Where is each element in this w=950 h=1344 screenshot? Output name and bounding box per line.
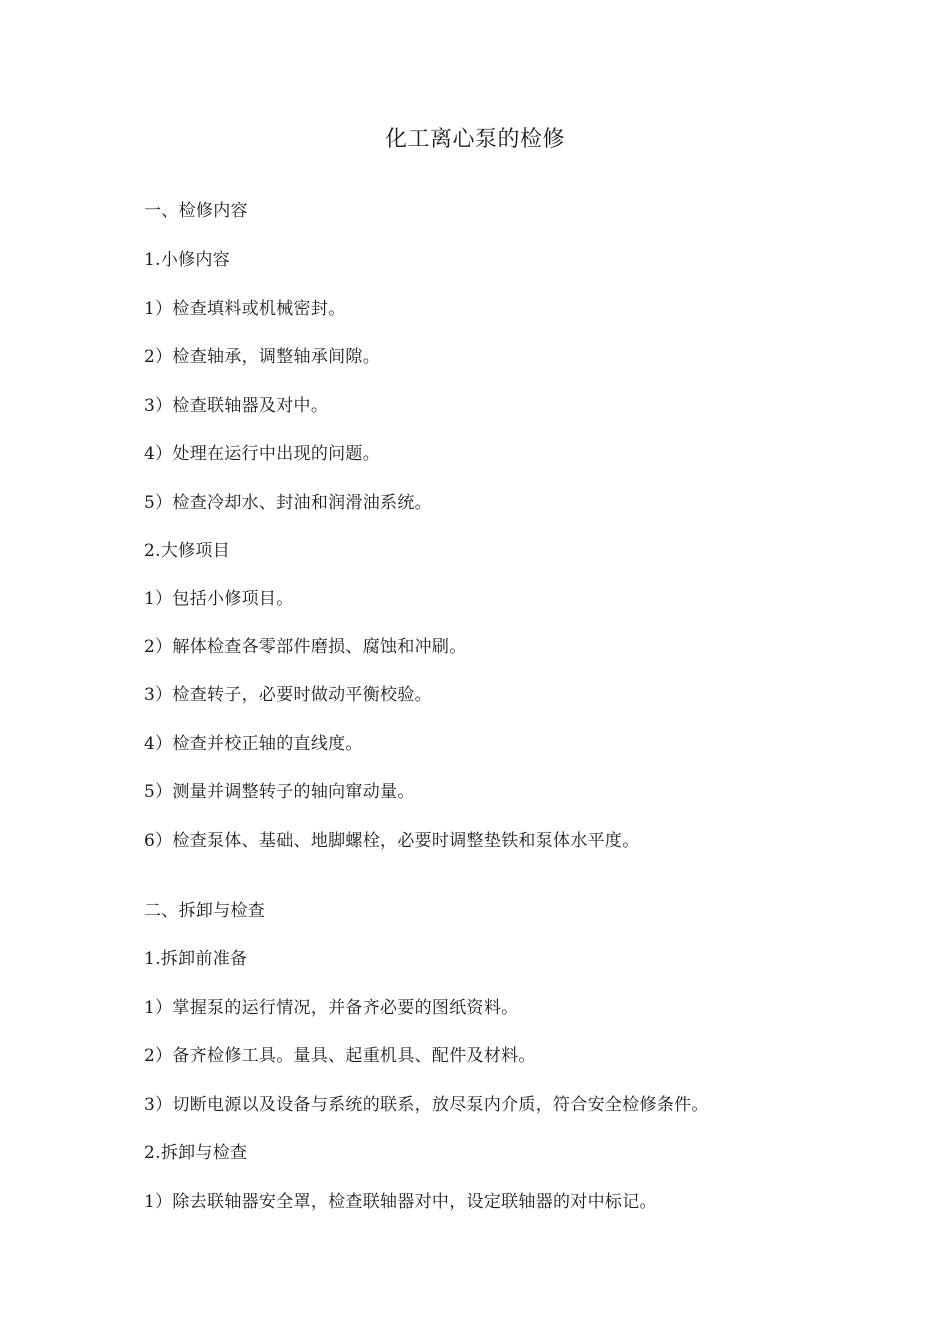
subsection-heading: 2.拆卸与检查 [144, 1143, 248, 1163]
list-item: 6）检查泵体、基础、地脚螺栓，必要时调整垫铁和泵体水平度。 [144, 831, 640, 851]
list-item: 2）备齐检修工具。量具、起重机具、配件及材料。 [144, 1046, 536, 1066]
list-item: 2）检查轴承，调整轴承间隙。 [144, 347, 381, 367]
list-item: 3）切断电源以及设备与系统的联系，放尽泵内介质，符合安全检修条件。 [144, 1095, 709, 1115]
list-item: 5）检查冷却水、封油和润滑油系统。 [144, 493, 432, 513]
section-heading: 二、拆卸与检查 [144, 901, 266, 921]
list-item: 3）检查联轴器及对中。 [144, 396, 329, 416]
list-item: 1）掌握泵的运行情况，并备齐必要的图纸资料。 [144, 998, 519, 1018]
list-item: 4）处理在运行中出现的问题。 [144, 444, 381, 464]
list-item: 1）包括小修项目。 [144, 589, 294, 609]
subsection-heading: 1.小修内容 [144, 250, 231, 270]
document-title: 化工离心泵的检修 [384, 127, 565, 152]
subsection-heading: 2.大修项目 [144, 541, 231, 561]
list-item: 1）除去联轴器安全罩，检查联轴器对中，设定联轴器的对中标记。 [144, 1192, 657, 1212]
list-item: 1）检查填料或机械密封。 [144, 299, 346, 319]
list-item: 5）测量并调整转子的轴向窜动量。 [144, 782, 415, 802]
list-item: 3）检查转子，必要时做动平衡校验。 [144, 685, 432, 705]
subsection-heading: 1.拆卸前准备 [144, 949, 248, 969]
list-item: 2）解体检查各零部件磨损、腐蚀和冲刷。 [144, 637, 467, 657]
list-item: 4）检查并校正轴的直线度。 [144, 734, 363, 754]
section-heading: 一、检修内容 [144, 201, 248, 221]
